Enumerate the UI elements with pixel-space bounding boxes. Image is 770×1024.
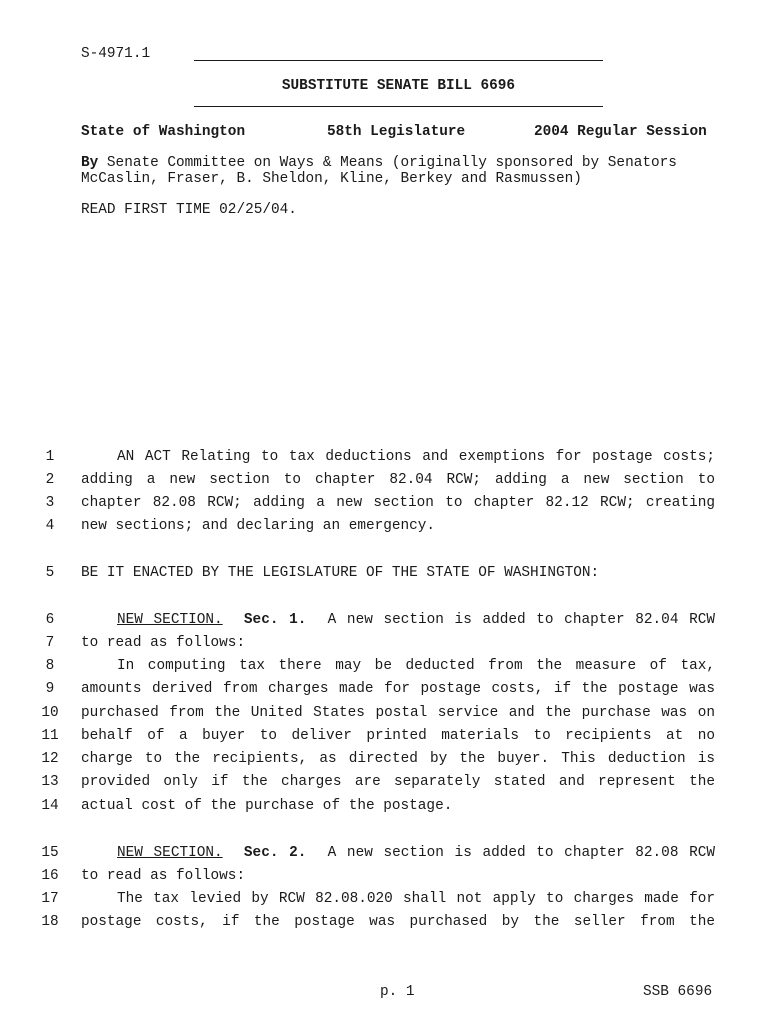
line-number: 17 (41, 891, 59, 907)
line-number: 1 (45, 449, 55, 465)
line-number: 3 (45, 495, 55, 511)
line-text: adding a new section to chapter 82.04 RCW; adding a new section to (81, 472, 715, 488)
section-number: Sec. 2. (243, 845, 307, 861)
header-rule-top (194, 60, 603, 61)
new-section-label: NEW SECTION. (117, 845, 223, 861)
body-line (117, 891, 715, 907)
line-text: new sections; and declaring an emergency. (81, 518, 436, 534)
body-line (81, 681, 715, 697)
line-text: amounts derived from charges made for postage costs, if the postage was (81, 681, 715, 697)
body-line (117, 658, 715, 674)
body-line (81, 705, 715, 721)
body-line (81, 868, 715, 884)
line-text: provided only if the charges are separately stated and represent the (81, 774, 715, 790)
legislature-label: 58th Legislature (327, 124, 466, 140)
body-line (81, 495, 715, 511)
header-rule-bottom (194, 106, 603, 107)
line-number: 7 (45, 635, 55, 651)
body-line (81, 728, 715, 744)
page-number: p. 1 (380, 984, 415, 1000)
line-number: 5 (45, 565, 55, 581)
body-line (81, 914, 715, 930)
line-text: A new section is added to chapter 82.08 RCW (327, 845, 715, 861)
sponsor-line-1 (81, 155, 677, 171)
document-number: S-4971.1 (81, 46, 151, 62)
body-line (81, 798, 715, 814)
sponsor-line-2: McCaslin, Fraser, B. Sheldon, Kline, Berkey and Rasmussen) (81, 171, 582, 187)
body-line (81, 565, 715, 581)
body-line (117, 612, 715, 628)
line-number: 14 (41, 798, 59, 814)
line-number: 4 (45, 518, 55, 534)
state-label: State of Washington (81, 124, 246, 140)
by-label: By (81, 155, 99, 171)
line-text: BE IT ENACTED BY THE LEGISLATURE OF THE STATE OF WASHINGTON: (81, 565, 600, 581)
line-text: chapter 82.08 RCW; adding a new section to chapter 82.12 RCW; creating (81, 495, 715, 511)
line-text: In computing tax there may be deducted from the measure of tax, (117, 658, 715, 674)
line-number: 6 (45, 612, 55, 628)
line-text: actual cost of the purchase of the postage. (81, 798, 453, 814)
line-number: 10 (41, 705, 59, 721)
line-text: A new section is added to chapter 82.04 RCW (327, 612, 715, 628)
line-text: charge to the recipients, as directed by the buyer. This deduction is (81, 751, 715, 767)
line-number: 11 (41, 728, 59, 744)
session-label: 2004 Regular Session (534, 124, 707, 140)
body-line (81, 751, 715, 767)
sponsor-text-1: Senate Committee on Ways & Means (originally sponsored by Senators (106, 155, 677, 171)
line-text: AN ACT Relating to tax deductions and exemptions for postage costs; (117, 449, 715, 465)
body-line (81, 635, 715, 651)
line-number: 12 (41, 751, 59, 767)
body-line (117, 449, 715, 465)
line-text: to read as follows: (81, 868, 246, 884)
line-number: 13 (41, 774, 59, 790)
bill-title: SUBSTITUTE SENATE BILL 6696 (281, 78, 516, 94)
line-text: The tax levied by RCW 82.08.020 shall not apply to charges made for (117, 891, 715, 907)
footer-bill-id: SSB 6696 (643, 984, 713, 1000)
line-text: behalf of a buyer to deliver printed materials to recipients at no (81, 728, 715, 744)
body-line (81, 774, 715, 790)
line-number: 9 (45, 681, 55, 697)
line-number: 16 (41, 868, 59, 884)
section-number: Sec. 1. (243, 612, 307, 628)
line-number: 15 (41, 845, 59, 861)
line-number: 2 (45, 472, 55, 488)
body-line (81, 472, 715, 488)
line-text: purchased from the United States postal service and the purchase was on (81, 705, 715, 721)
new-section-label: NEW SECTION. (117, 612, 223, 628)
line-number: 18 (41, 914, 59, 930)
line-text: to read as follows: (81, 635, 246, 651)
body-line (117, 845, 715, 861)
line-number: 8 (45, 658, 55, 674)
read-first-time: READ FIRST TIME 02/25/04. (81, 202, 297, 218)
body-line (81, 518, 715, 534)
line-text: postage costs, if the postage was purchased by the seller from the (81, 914, 715, 930)
